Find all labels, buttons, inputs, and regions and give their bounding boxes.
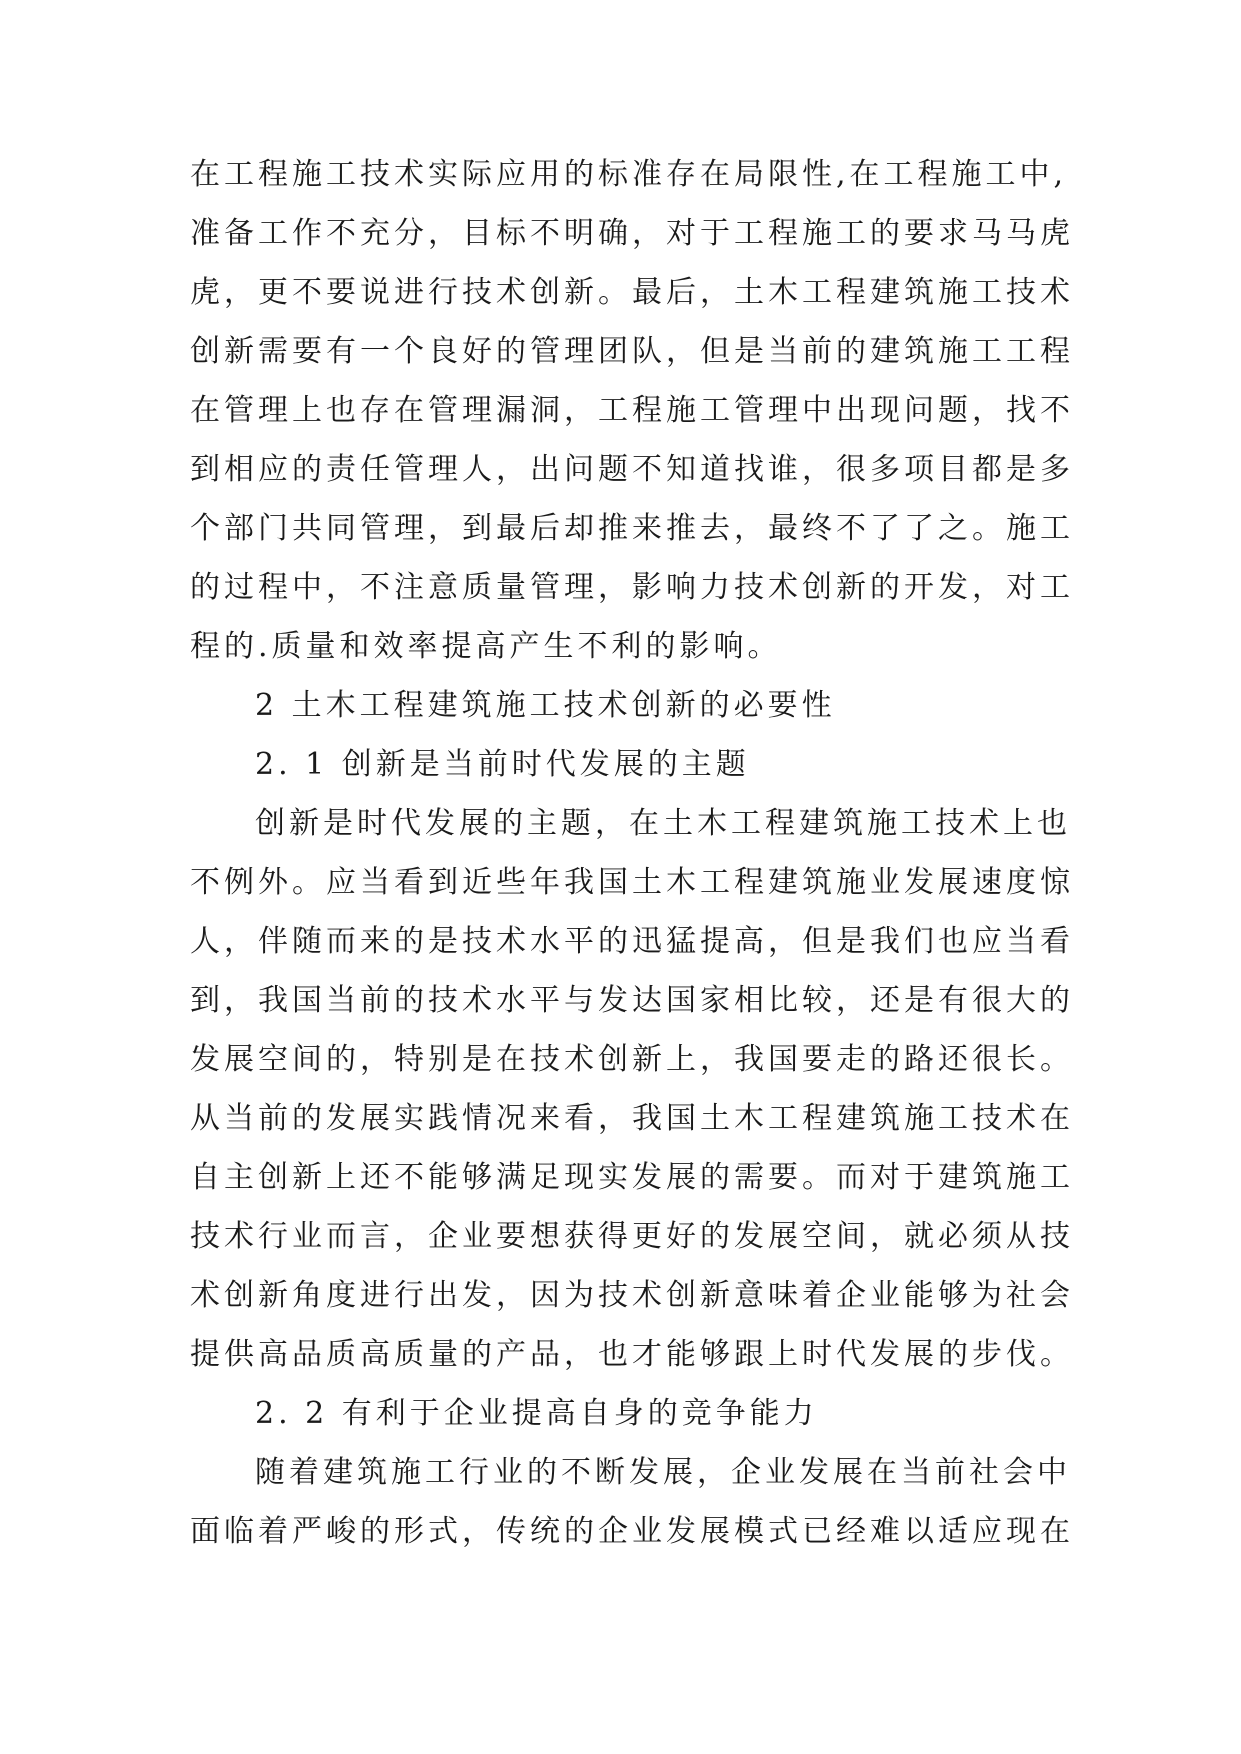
- text-line: 不例外。应当看到近些年我国土木工程建筑施业发展速度惊: [190, 865, 1074, 900]
- text-line: 个部门共同管理，到最后却推来推去，最终不了了之。施工: [190, 511, 1074, 546]
- text-line: 到相应的责任管理人，出问题不知道找谁，很多项目都是多: [190, 452, 1074, 487]
- text-line: 的过程中，不注意质量管理，影响力技术创新的开发，对工: [190, 570, 1074, 605]
- text-line: 在管理上也存在管理漏洞，工程施工管理中出现问题，找不: [190, 393, 1074, 428]
- text-line: 虎，更不要说进行技术创新。最后，土木工程建筑施工技术: [190, 275, 1074, 310]
- text-line: 提供高品质高质量的产品，也才能够跟上时代发展的步伐。: [190, 1337, 1074, 1372]
- paragraph-start-line: 随着建筑施工行业的不断发展，企业发展在当前社会中: [255, 1455, 1071, 1490]
- text-line: 准备工作不充分，目标不明确，对于工程施工的要求马马虎: [190, 216, 1074, 251]
- text-line: 程的.质量和效率提高产生不利的影响。: [190, 629, 782, 664]
- text-line: 从当前的发展实践情况来看，我国土木工程建筑施工技术在: [190, 1101, 1074, 1136]
- text-line: 创新需要有一个良好的管理团队，但是当前的建筑施工工程: [190, 334, 1074, 369]
- text-line: 发展空间的，特别是在技术创新上，我国要走的路还很长。: [190, 1042, 1074, 1077]
- text-line: 人，伴随而来的是技术水平的迅猛提高，但是我们也应当看: [190, 924, 1074, 959]
- subsection-heading: 2. 2 有利于企业提高自身的竞争能力: [255, 1396, 818, 1431]
- text-line: 术创新角度进行出发，因为技术创新意味着企业能够为社会: [190, 1278, 1074, 1313]
- text-line: 到，我国当前的技术水平与发达国家相比较，还是有很大的: [190, 983, 1074, 1018]
- text-line: 技术行业而言，企业要想获得更好的发展空间，就必须从技: [190, 1219, 1074, 1254]
- section-heading: 2 土木工程建筑施工技术创新的必要性: [255, 688, 836, 723]
- paragraph-start-line: 创新是时代发展的主题，在土木工程建筑施工技术上也: [255, 806, 1071, 841]
- text-line: 自主创新上还不能够满足现实发展的需要。而对于建筑施工: [190, 1160, 1074, 1195]
- subsection-heading: 2. 1 创新是当前时代发展的主题: [255, 747, 750, 782]
- text-line: 在工程施工技术实际应用的标准存在局限性,在工程施工中,: [190, 157, 1068, 192]
- text-line: 面临着严峻的形式，传统的企业发展模式已经难以适应现在: [190, 1514, 1074, 1549]
